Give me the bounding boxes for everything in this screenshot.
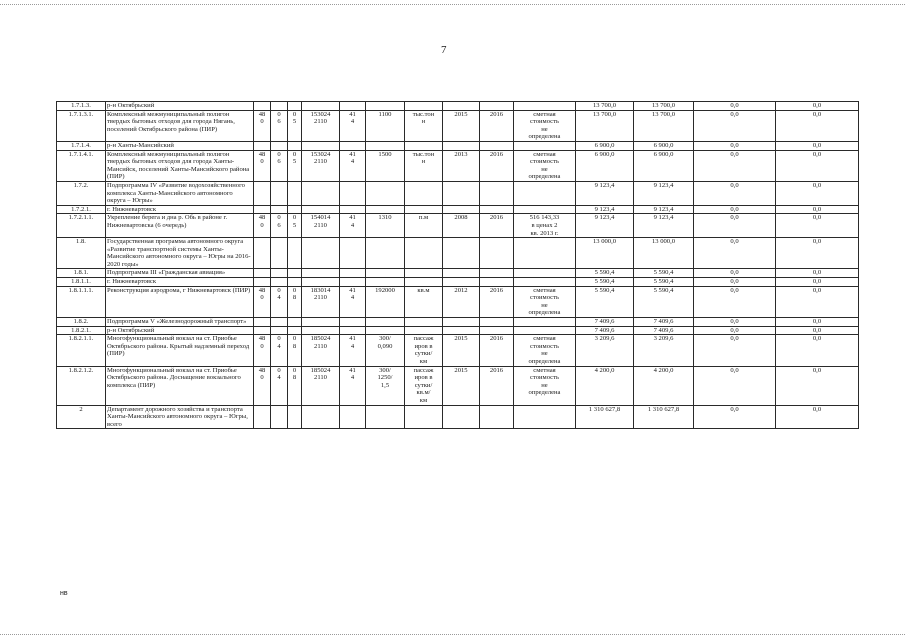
row-amount-3: 0,0 [776,238,859,269]
row-amount-3: 0,0 [776,278,859,287]
row-budget-code-1: 48 0 [254,286,271,317]
row-estimated-cost [514,326,576,335]
row-amount-1: 9 123,4 [634,214,694,238]
row-budget-code-3 [288,269,302,278]
row-budget-code-3: 0 5 [288,214,302,238]
table-row [57,141,859,150]
row-unit [405,141,443,150]
row-amount-total: 1 310 627,8 [576,405,634,429]
row-amount-1: 7 409,6 [634,326,694,335]
row-year-end: 2016 [480,335,514,366]
row-budget-code-1 [254,141,271,150]
table-row [57,102,859,111]
row-code: 1.7.1.4.1. [57,150,106,181]
row-code: 1.8.2.1.1. [57,335,106,366]
row-budget-code-1: 48 0 [254,110,271,141]
row-amount-2: 0,0 [694,102,776,111]
row-year-end: 2016 [480,214,514,238]
row-amount-total: 9 123,4 [576,181,634,205]
row-budget-code-5: 41 4 [340,286,366,317]
row-budget-code-5 [340,326,366,335]
row-budget-code-5: 41 4 [340,110,366,141]
row-year-start: 2008 [443,214,480,238]
row-budget-code-1 [254,278,271,287]
row-year-end [480,238,514,269]
row-estimated-cost [514,205,576,214]
table-row [57,205,859,214]
row-budget-code-2 [271,238,288,269]
row-budget-code-2 [271,278,288,287]
row-name: Комплексный межмуниципальный полигон твердых бытовых отходов для города Ханты-Мансийск, поселений Ханты-Мансийского района (ПИР) [106,150,254,181]
row-unit [405,238,443,269]
row-amount-3: 0,0 [776,286,859,317]
row-amount-total: 6 900,0 [576,141,634,150]
row-budget-code-2 [271,102,288,111]
row-year-start [443,278,480,287]
row-amount-2: 0,0 [694,326,776,335]
row-unit [405,405,443,429]
row-budget-code-3: 0 8 [288,286,302,317]
row-amount-3: 0,0 [776,318,859,327]
row-code: 1.7.1.3. [57,102,106,111]
row-code: 1.7.2. [57,181,106,205]
row-code: 1.8.2.1.2. [57,366,106,405]
row-budget-code-4 [302,269,340,278]
row-amount-1: 6 900,0 [634,141,694,150]
row-budget-code-2: 0 6 [271,110,288,141]
row-code: 1.8.2. [57,318,106,327]
table-row [57,110,859,141]
row-estimated-cost [514,405,576,429]
row-year-start [443,205,480,214]
row-amount-2: 0,0 [694,110,776,141]
row-capacity [366,278,405,287]
row-budget-code-3: 0 5 [288,110,302,141]
row-amount-3: 0,0 [776,405,859,429]
row-amount-2: 0,0 [694,150,776,181]
row-year-start [443,318,480,327]
row-budget-code-5 [340,318,366,327]
row-name: Департамент дорожного хозяйства и транспорта Ханты-Мансийского автономного округа – Югры, всего [106,405,254,429]
row-amount-3: 0,0 [776,141,859,150]
table-row [57,269,859,278]
row-year-start [443,102,480,111]
row-amount-2: 0,0 [694,238,776,269]
row-unit: кв.м [405,286,443,317]
row-amount-total: 13 000,0 [576,238,634,269]
row-amount-2: 0,0 [694,141,776,150]
page-number: 7 [441,44,447,56]
table-body [57,102,859,429]
row-budget-code-3 [288,181,302,205]
row-year-end [480,141,514,150]
row-budget-code-5 [340,278,366,287]
row-capacity: 300/ 1250/ 1,5 [366,366,405,405]
row-budget-code-2: 0 6 [271,150,288,181]
row-code: 2 [57,405,106,429]
row-name: Многофункциональный вокзал на ст. Приобье Октябрьского района. Крытый надземный переход (ПИР) [106,335,254,366]
row-budget-code-4 [302,278,340,287]
row-capacity [366,102,405,111]
row-budget-code-1 [254,181,271,205]
row-estimated-cost [514,102,576,111]
row-amount-2: 0,0 [694,205,776,214]
row-capacity: 1100 [366,110,405,141]
row-code: 1.7.1.4. [57,141,106,150]
row-budget-code-1 [254,326,271,335]
row-amount-1: 9 123,4 [634,205,694,214]
row-budget-code-2 [271,205,288,214]
row-budget-code-4 [302,102,340,111]
row-year-end [480,278,514,287]
row-amount-total: 5 590,4 [576,278,634,287]
row-year-end: 2016 [480,286,514,317]
row-budget-code-1 [254,318,271,327]
row-amount-1: 13 000,0 [634,238,694,269]
row-amount-2: 0,0 [694,181,776,205]
row-year-end [480,405,514,429]
row-amount-2: 0,0 [694,286,776,317]
row-budget-code-5: 41 4 [340,150,366,181]
row-budget-code-1: 48 0 [254,335,271,366]
row-amount-1: 4 200,0 [634,366,694,405]
row-code: 1.7.2.1. [57,205,106,214]
row-budget-code-3: 0 8 [288,335,302,366]
row-budget-code-4 [302,405,340,429]
row-amount-1: 5 590,4 [634,269,694,278]
row-amount-2: 0,0 [694,214,776,238]
row-amount-1: 3 209,6 [634,335,694,366]
row-year-start: 2015 [443,335,480,366]
row-budget-code-2 [271,326,288,335]
row-amount-2: 0,0 [694,335,776,366]
row-amount-1: 13 700,0 [634,110,694,141]
row-code: 1.7.1.3.1. [57,110,106,141]
row-name: Укрепление берега и дна р. Обь в районе г. Нижневартовска (6 очередь) [106,214,254,238]
row-budget-code-3 [288,141,302,150]
row-estimated-cost: сметная стоимость не определена [514,335,576,366]
row-amount-3: 0,0 [776,214,859,238]
table-row [57,150,859,181]
row-year-start: 2012 [443,286,480,317]
row-year-end [480,269,514,278]
row-amount-1: 6 900,0 [634,150,694,181]
row-unit [405,102,443,111]
row-name: г. Нижневартовск [106,278,254,287]
scan-edge-top [0,4,905,5]
row-year-start [443,269,480,278]
row-budget-code-5 [340,205,366,214]
row-estimated-cost [514,318,576,327]
row-budget-code-4 [302,326,340,335]
row-amount-total: 9 123,4 [576,205,634,214]
row-amount-1: 9 123,4 [634,181,694,205]
row-estimated-cost: сметная стоимость не определена [514,286,576,317]
row-estimated-cost: 516 143,33 в ценах 2 кв. 2013 г. [514,214,576,238]
row-amount-1: 13 700,0 [634,102,694,111]
row-unit [405,269,443,278]
row-amount-total: 13 700,0 [576,102,634,111]
row-year-end: 2016 [480,150,514,181]
row-year-start [443,405,480,429]
row-year-end [480,102,514,111]
row-amount-2: 0,0 [694,366,776,405]
row-budget-code-1: 48 0 [254,366,271,405]
row-estimated-cost: сметная стоимость не определена [514,110,576,141]
row-unit [405,326,443,335]
row-budget-code-1 [254,238,271,269]
row-amount-1: 1 310 627,8 [634,405,694,429]
row-budget-code-5 [340,181,366,205]
row-amount-3: 0,0 [776,150,859,181]
row-budget-code-4 [302,141,340,150]
row-unit [405,318,443,327]
row-budget-code-2: 0 4 [271,366,288,405]
row-budget-code-5: 41 4 [340,366,366,405]
row-budget-code-3 [288,102,302,111]
table-row [57,366,859,405]
row-budget-code-2: 0 6 [271,214,288,238]
row-budget-code-2 [271,141,288,150]
row-amount-2: 0,0 [694,405,776,429]
row-amount-3: 0,0 [776,102,859,111]
row-budget-code-3: 0 5 [288,150,302,181]
budget-table [56,101,859,429]
footer-code: нв [60,590,68,597]
row-name: р-н Октябрьский [106,102,254,111]
row-capacity: 1500 [366,150,405,181]
row-estimated-cost [514,141,576,150]
row-budget-code-4 [302,181,340,205]
row-estimated-cost [514,238,576,269]
row-code: 1.8. [57,238,106,269]
row-budget-code-3: 0 8 [288,366,302,405]
row-amount-1: 7 409,6 [634,318,694,327]
row-year-start [443,326,480,335]
row-name: Реконструкция аэродрома, г Нижневартовск (ПИР) [106,286,254,317]
row-year-end: 2016 [480,366,514,405]
row-estimated-cost [514,269,576,278]
row-estimated-cost [514,181,576,205]
row-capacity: 300/ 0,090 [366,335,405,366]
table-row [57,238,859,269]
row-name: Подпрограмма V «Железнодорожный транспорт» [106,318,254,327]
row-name: р-н Октябрьский [106,326,254,335]
row-capacity [366,269,405,278]
row-estimated-cost: сметная стоимость не определена [514,366,576,405]
row-amount-3: 0,0 [776,269,859,278]
row-code: 1.8.1. [57,269,106,278]
row-amount-3: 0,0 [776,205,859,214]
row-budget-code-2 [271,405,288,429]
row-name: Подпрограмма III «Гражданская авиация» [106,269,254,278]
row-budget-code-5 [340,102,366,111]
row-capacity: 192000 [366,286,405,317]
row-name: г. Нижневартовск [106,205,254,214]
row-budget-code-3 [288,326,302,335]
row-amount-1: 5 590,4 [634,286,694,317]
table-row [57,318,859,327]
row-budget-code-4 [302,205,340,214]
row-budget-code-5: 41 4 [340,214,366,238]
table-row [57,286,859,317]
row-unit [405,205,443,214]
row-budget-code-1: 48 0 [254,150,271,181]
row-name: Многофункциональный вокзал на ст. Приобье Октябрьского района. Доснащение вокзального комплекса (ПИР) [106,366,254,405]
row-unit: пассаж иров в сутки/ км [405,335,443,366]
row-amount-2: 0,0 [694,318,776,327]
row-unit: тыс.тон н [405,150,443,181]
table-row [57,181,859,205]
row-budget-code-3 [288,238,302,269]
row-budget-code-2: 0 4 [271,286,288,317]
row-estimated-cost [514,278,576,287]
row-budget-code-4: 153024 2110 [302,110,340,141]
row-budget-code-1 [254,102,271,111]
row-budget-code-4: 183014 2110 [302,286,340,317]
row-code: 1.8.1.1. [57,278,106,287]
row-budget-code-1 [254,405,271,429]
row-budget-code-1 [254,205,271,214]
row-budget-code-2 [271,269,288,278]
table-row [57,335,859,366]
row-year-start: 2015 [443,366,480,405]
row-amount-total: 7 409,6 [576,318,634,327]
row-name: Государственная программа автономного округа «Развитие транспортной системы Ханты-Мансийского автономного округа – Югры на 2016-2020 годы» [106,238,254,269]
row-amount-total: 5 590,4 [576,286,634,317]
row-budget-code-3 [288,278,302,287]
row-budget-code-1 [254,269,271,278]
row-budget-code-5: 41 4 [340,335,366,366]
row-year-start [443,141,480,150]
row-unit: тыс.тон н [405,110,443,141]
row-name: Комплексный межмуниципальный полигон твердых бытовых отходов для города Нягань, поселений Октябрьского района (ПИР) [106,110,254,141]
table-row [57,214,859,238]
row-unit [405,181,443,205]
row-year-end [480,181,514,205]
row-capacity [366,238,405,269]
row-year-start: 2015 [443,110,480,141]
row-estimated-cost: сметная стоимость не определена [514,150,576,181]
row-budget-code-3 [288,318,302,327]
row-amount-3: 0,0 [776,366,859,405]
row-name: Подпрограмма IV «Развитие водохозяйственного комплекса Ханты-Мансийского автономного округа – Югры» [106,181,254,205]
row-year-end [480,326,514,335]
row-amount-total: 4 200,0 [576,366,634,405]
row-amount-3: 0,0 [776,181,859,205]
row-amount-total: 5 590,4 [576,269,634,278]
row-capacity [366,405,405,429]
row-amount-total: 3 209,6 [576,335,634,366]
row-year-end [480,318,514,327]
row-capacity [366,326,405,335]
row-budget-code-4: 185024 2110 [302,366,340,405]
row-budget-code-2 [271,318,288,327]
row-capacity: 1310 [366,214,405,238]
row-budget-code-4 [302,238,340,269]
row-budget-code-4: 153024 2110 [302,150,340,181]
row-budget-code-5 [340,269,366,278]
row-amount-total: 6 900,0 [576,150,634,181]
row-unit [405,278,443,287]
row-budget-code-4: 154014 2110 [302,214,340,238]
row-year-end: 2016 [480,110,514,141]
row-code: 1.7.2.1.1. [57,214,106,238]
row-amount-3: 0,0 [776,110,859,141]
row-budget-code-5 [340,238,366,269]
row-amount-total: 7 409,6 [576,326,634,335]
row-code: 1.8.1.1.1. [57,286,106,317]
row-amount-total: 13 700,0 [576,110,634,141]
row-budget-code-5 [340,405,366,429]
row-amount-total: 9 123,4 [576,214,634,238]
scan-edge-bottom [0,634,905,635]
row-amount-2: 0,0 [694,269,776,278]
row-capacity [366,318,405,327]
table-row [57,278,859,287]
row-name: р-н Ханты-Мансийский [106,141,254,150]
table-row [57,326,859,335]
row-budget-code-3 [288,205,302,214]
row-year-end [480,205,514,214]
row-budget-code-2 [271,181,288,205]
row-unit: п.м [405,214,443,238]
row-year-start [443,181,480,205]
row-budget-code-5 [340,141,366,150]
table-row [57,405,859,429]
row-amount-2: 0,0 [694,278,776,287]
row-amount-1: 5 590,4 [634,278,694,287]
row-capacity [366,205,405,214]
row-capacity [366,181,405,205]
row-year-start [443,238,480,269]
row-code: 1.8.2.1. [57,326,106,335]
row-budget-code-2: 0 4 [271,335,288,366]
row-capacity [366,141,405,150]
row-budget-code-3 [288,405,302,429]
row-unit: пассаж иров в сутки/ кв.м/ км [405,366,443,405]
row-budget-code-1: 48 0 [254,214,271,238]
row-year-start: 2013 [443,150,480,181]
row-amount-3: 0,0 [776,326,859,335]
row-budget-code-4: 185024 2110 [302,335,340,366]
row-amount-3: 0,0 [776,335,859,366]
row-budget-code-4 [302,318,340,327]
